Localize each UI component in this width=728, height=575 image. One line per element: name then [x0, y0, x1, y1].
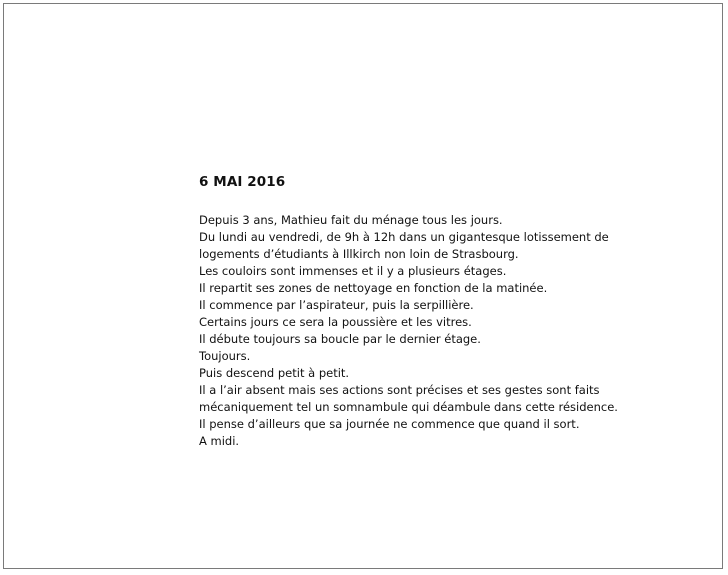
text-line: Depuis 3 ans, Mathieu fait du ménage tous les jours. — [199, 213, 503, 227]
text-line: A midi. — [199, 434, 240, 448]
text-line: Il pense d’ailleurs que sa journée ne commence que quand il sort. — [199, 417, 580, 431]
text-line: logements d’étudiants à Illkirch non loin de Strasbourg. — [199, 247, 519, 261]
text-line: Il a l’air absent mais ses actions sont précises et ses gestes sont faits — [199, 383, 600, 397]
text-line: Certains jours ce sera la poussière et les vitres. — [199, 315, 472, 329]
text-line: Toujours. — [199, 349, 251, 363]
date-heading: 6 MAI 2016 — [199, 174, 286, 190]
text-line: Il débute toujours sa boucle par le dernier étage. — [199, 332, 481, 346]
text-line: Du lundi au vendredi, de 9h à 12h dans un gigantesque lotissement de — [199, 230, 609, 244]
text-line: Il repartit ses zones de nettoyage en fonction de la matinée. — [199, 281, 548, 295]
text-line: mécaniquement tel un somnambule qui déambule dans cette résidence. — [199, 400, 618, 414]
text-line: Les couloirs sont immenses et il y a plusieurs étages. — [199, 264, 507, 278]
text-line: Puis descend petit à petit. — [199, 366, 350, 380]
page-frame — [3, 3, 723, 569]
document-content — [199, 174, 619, 450]
body-text — [199, 212, 619, 450]
text-line: Il commence par l’aspirateur, puis la serpillière. — [199, 298, 474, 312]
